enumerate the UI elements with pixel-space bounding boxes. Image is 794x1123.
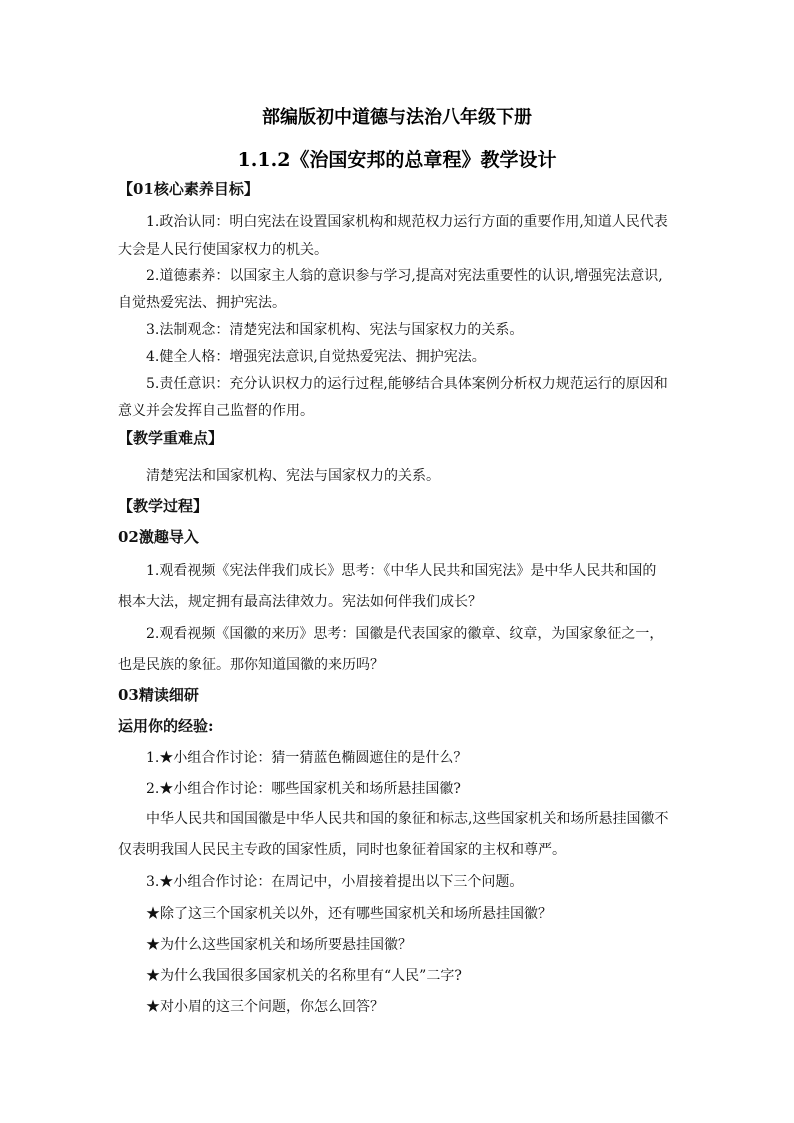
- goal-line: 大会是人民行使国家权力的机关。: [118, 242, 328, 258]
- study-line: 仅表明我国人民民主专政的国家性质，同时也象征着国家的主权和尊严。: [118, 842, 566, 858]
- goal-line: 意义并会发挥自己监督的作用。: [118, 403, 314, 419]
- goal-line: 5.责任意识：充分认识权力的运行过程,能够结合具体案例分析权力规范运行的原因和: [146, 376, 668, 392]
- study-line: ★为什么这些国家机关和场所要悬挂国徽？: [146, 937, 412, 953]
- section-heading-intro: 02激趣导入: [118, 528, 199, 546]
- study-line: 2.★小组合作讨论：哪些国家机关和场所悬挂国徽?: [146, 781, 461, 797]
- goal-line: 3.法制观念：清楚宪法和国家机构、宪法与国家权力的关系。: [146, 322, 524, 338]
- study-line: 3.★小组合作讨论：在周记中，小眉接着提出以下三个问题。: [146, 874, 524, 890]
- intro-line: 也是民族的象征。那你知道国徽的来历吗？: [118, 657, 384, 673]
- goal-line: 2.道德素养：以国家主人翁的意识参与学习,提高对宪法重要性的认识,增强宪法意识,: [146, 268, 663, 284]
- goal-line: 1.政治认同：明白宪法在设置国家机构和规范权力运行方面的重要作用,知道人民代表: [146, 214, 668, 230]
- section-heading-goals: 【01核心素养目标】: [118, 180, 259, 198]
- key-text: 清楚宪法和国家机构、宪法与国家权力的关系。: [146, 468, 440, 484]
- intro-line: 根本大法，规定拥有最高法律效力。宪法如何伴我们成长？: [118, 594, 482, 610]
- study-line: 中华人民共和国国徽是中华人民共和国的象征和标志,这些国家机关和场所悬挂国徽不: [146, 811, 669, 827]
- section-heading-study: 03精读细研: [118, 686, 199, 704]
- study-subheading: 运用你的经验:: [118, 717, 214, 735]
- goal-line: 自觉热爱宪法、拥护宪法。: [118, 295, 286, 311]
- intro-line: 1.观看视频《宪法伴我们成长》思考：《中华人民共和国宪法》是中华人民共和国的: [146, 563, 657, 579]
- study-line: ★为什么我国很多国家机关的名称里有“人民”二字?: [146, 968, 462, 984]
- document-subtitle: 1.1.2《治国安邦的总章程》教学设计: [237, 149, 557, 171]
- study-line: ★对小眉的这三个问题，你怎么回答？: [146, 999, 384, 1015]
- section-heading-key: 【教学重难点】: [118, 429, 224, 447]
- document-title: 部编版初中道德与法治八年级下册: [262, 107, 532, 128]
- goal-line: 4.健全人格：增强宪法意识,自觉热爱宪法、拥护宪法。: [146, 349, 486, 365]
- intro-line: 2.观看视频《国徽的来历》思考：国徽是代表国家的徽章、纹章，为国家象征之一，: [146, 626, 664, 642]
- study-line: ★除了这三个国家机关以外，还有哪些国家机关和场所悬挂国徽？: [146, 906, 552, 922]
- section-heading-process: 【教学过程】: [118, 497, 209, 515]
- study-line: 1.★小组合作讨论：猜一猜蓝色椭圆遮住的是什么？: [146, 750, 468, 766]
